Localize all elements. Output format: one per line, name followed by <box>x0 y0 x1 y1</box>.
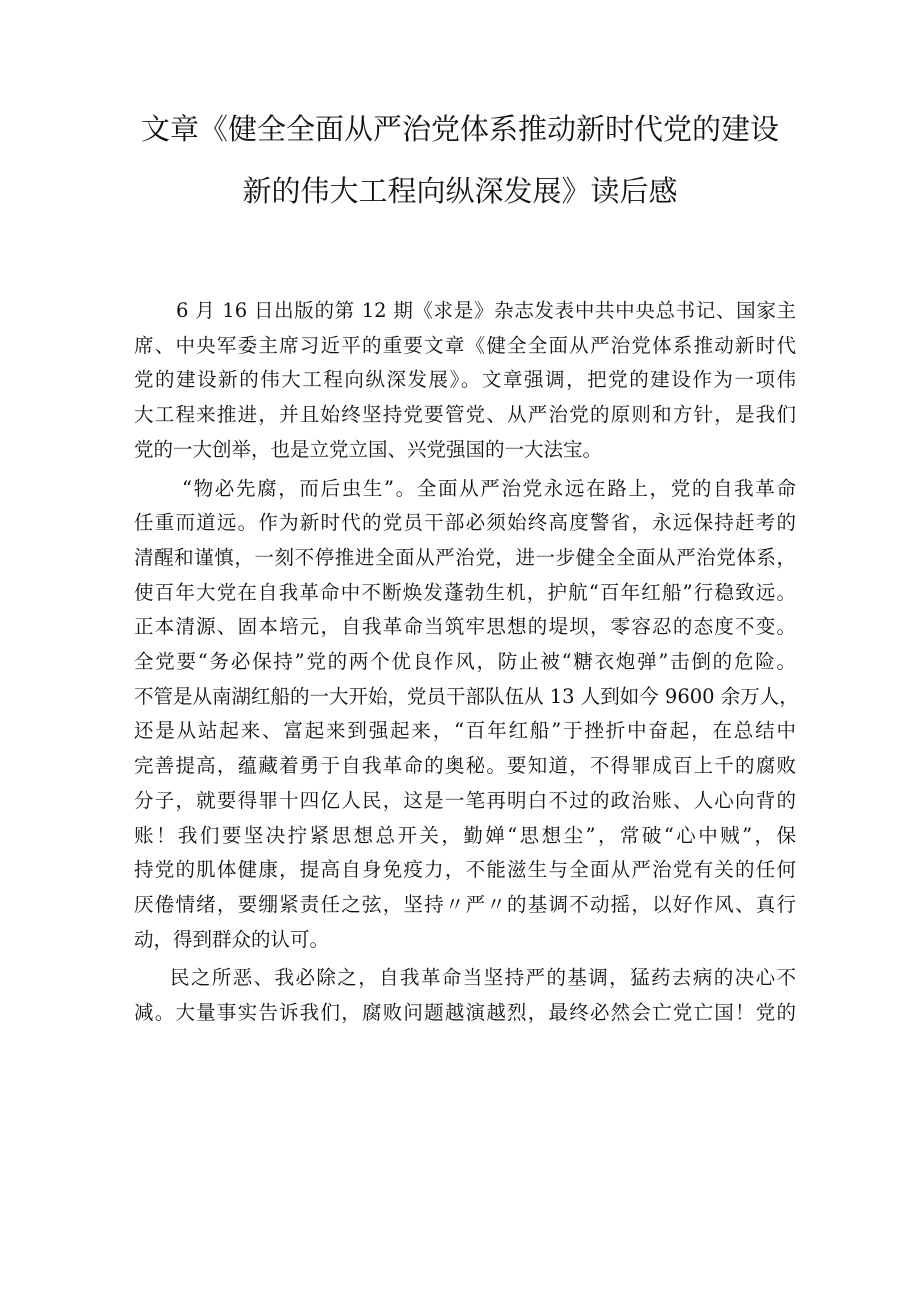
text-line: 厌倦情绪，要绷紧责任之弦，坚持〃严〃的基调不动摇，以好作风、真行 <box>134 892 796 916</box>
text-line: 清醒和谨慎，一刻不停推进全面从严治党，进一步健全全面从严治党体系， <box>134 545 796 569</box>
document-title <box>100 98 820 222</box>
text-line: 使百年大党在自我革命中不断焕发蓬勃生机，护航“百年红船”行稳致远。 <box>134 580 796 604</box>
text-line: 任重而道远。作为新时代的党员干部必须始终高度警省，永远保持赶考的 <box>134 511 796 535</box>
text-line: 持党的肌体健康，提高自身免疫力，不能滋生与全面从严治党有关的任何 <box>134 858 796 882</box>
text-line: 分子，就要得罪十四亿人民，这是一笔再明白不过的政治账、人心向背的 <box>134 788 796 812</box>
text-line: 不管是从南湖红船的一大开始，党员干部队伍从 13 人到如今 9600 余万人， <box>134 684 799 708</box>
text-line: 6 月 16 日出版的第 12 期《求是》杂志发表中共中央总书记、国家主 <box>176 299 796 322</box>
paragraph-2 <box>134 472 799 958</box>
paragraph-1 <box>134 294 796 468</box>
text-line: 民之所恶、我必除之，自我革命当坚持严的基调，猛药去病的决心不 <box>170 966 796 990</box>
text-line: 减。大量事实告诉我们，腐败问题越演越烈，最终必然会亡党亡国！党的 <box>134 1001 796 1025</box>
text-line: 完善提高，蕴藏着勇于自我革命的奥秘。要知道，不得罪成百上千的腐败 <box>134 754 796 778</box>
text-line: 席、中央军委主席习近平的重要文章《健全全面从严治党体系推动新时代 <box>134 333 796 357</box>
document-body <box>134 294 799 1035</box>
text-line: “物必先腐，而后虫生”。全面从严治党永远在路上，党的自我革命 <box>182 476 796 500</box>
text-line: 党的建设新的伟大工程向纵深发展》。文章强调，把党的建设作为一项伟 <box>134 368 796 392</box>
paragraph-3 <box>134 961 796 1030</box>
title-line-2: 新的伟大工程向纵深发展》读后感 <box>242 174 678 208</box>
text-line: 正本清源、固本培元，自我革命当筑牢思想的堤坝，零容忍的态度不变。 <box>134 615 796 639</box>
title-line-1: 文章《健全全面从严治党体系推动新时代党的建设 <box>140 112 779 146</box>
text-line: 党的一大创举，也是立党立国、兴党强国的一大法宝。 <box>134 437 603 461</box>
text-line: 账！我们要坚决拧紧思想总开关，勤婵“思想尘”，常破“心中贼”，保 <box>134 823 796 847</box>
text-line: 全党要“务必保持”党的两个优良作风，防止被“糖衣炮弹”击倒的危险。 <box>134 650 796 674</box>
text-line: 还是从站起来、富起来到强起来，“百年红船”于挫折中奋起，在总结中 <box>134 719 796 743</box>
text-line: 动，得到群众的认可。 <box>134 927 330 951</box>
text-line: 大工程来推进，并且始终坚持党要管党、从严治党的原则和方针，是我们 <box>134 403 796 427</box>
